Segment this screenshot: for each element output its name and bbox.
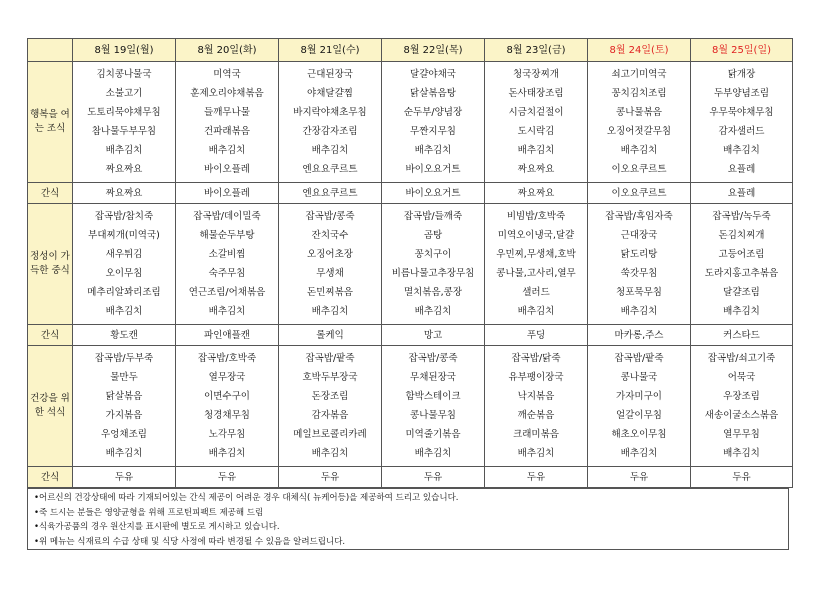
menu-item: 야채달걀찜 bbox=[307, 88, 353, 99]
menu-item: 이면수구이 bbox=[204, 391, 250, 402]
day-header: 8월 19일(월) bbox=[73, 39, 176, 62]
menu-item: 도시락김 bbox=[517, 126, 555, 137]
menu-item: 바이오플레 bbox=[204, 164, 250, 175]
menu-item: 오징어초장 bbox=[307, 249, 353, 260]
snack-label: 간식 bbox=[28, 467, 73, 488]
menu-item: 잡곡밥/팥죽 bbox=[614, 353, 664, 364]
menu-item: 우엉채조림 bbox=[101, 429, 147, 440]
menu-item: 소갈비찜 bbox=[208, 249, 246, 260]
menu-item: 배추김치 bbox=[414, 145, 452, 156]
menu-item: 시금치겉절이 bbox=[508, 107, 564, 118]
menu-item: 새우튀김 bbox=[105, 249, 143, 260]
snack-cell: 황도캔 bbox=[73, 325, 176, 346]
menu-item: 부대찌개(미역국) bbox=[88, 230, 160, 241]
menu-item: 잡곡밥/참치죽 bbox=[94, 211, 154, 222]
menu-item: 가자미구이 bbox=[616, 391, 662, 402]
menu-item: 메추리알꽈리조림 bbox=[87, 287, 161, 298]
dinner-menu-cell bbox=[691, 346, 793, 467]
menu-item: 근대된장국 bbox=[307, 69, 353, 80]
snack-cell: 짜요짜요 bbox=[485, 183, 588, 204]
snack-label: 간식 bbox=[28, 325, 73, 346]
menu-item: 닭도리탕 bbox=[620, 249, 658, 260]
menu-item: 유부팽이장국 bbox=[508, 372, 564, 383]
menu-item: 낙지볶음 bbox=[517, 391, 555, 402]
menu-item: 배추김치 bbox=[723, 448, 760, 459]
menu-item: 열무장국 bbox=[208, 372, 246, 383]
dinner-menu-cell bbox=[588, 346, 691, 467]
menu-item: 잡곡밥/두부죽 bbox=[94, 353, 154, 364]
menu-item: 배추김치 bbox=[517, 306, 555, 317]
snack-cell: 마카롱,주스 bbox=[588, 325, 691, 346]
menu-item: 잡곡밥/데이밀죽 bbox=[193, 211, 261, 222]
menu-item: 쇠고기미역국 bbox=[611, 69, 667, 80]
menu-item: 닭살볶음탕 bbox=[410, 88, 456, 99]
menu-item: 콩나물무침 bbox=[410, 410, 456, 421]
menu-item: 김치콩나물국 bbox=[96, 69, 152, 80]
menu-item: 엔요요쿠르트 bbox=[302, 164, 358, 175]
menu-item: 도라지홍고추볶음 bbox=[704, 268, 779, 279]
menu-item: 곰탕 bbox=[423, 230, 443, 241]
note-line: •식육가공품의 경우 원산지를 표시판에 별도로 게시하고 있습니다. bbox=[34, 522, 280, 532]
menu-item: 배추김치 bbox=[208, 448, 246, 459]
menu-item: 우민찌,무생채,호박 bbox=[496, 249, 576, 260]
menu-item: 미역줄기볶음 bbox=[405, 429, 461, 440]
menu-item: 깨순볶음 bbox=[517, 410, 555, 421]
snack-cell: 망고 bbox=[382, 325, 485, 346]
menu-item: 청국장찌개 bbox=[513, 69, 559, 80]
day-header-weekend: 8월 24일(토) bbox=[588, 39, 691, 62]
menu-item: 잡곡밥/콩죽 bbox=[305, 211, 355, 222]
menu-item: 배추김치 bbox=[517, 448, 555, 459]
menu-item: 함박스테이크 bbox=[405, 391, 461, 402]
menu-item: 가지볶음 bbox=[105, 410, 143, 421]
menu-item: 배추김치 bbox=[517, 145, 555, 156]
menu-item: 배추김치 bbox=[620, 448, 658, 459]
snack-row bbox=[28, 467, 793, 488]
menu-item: 어묵국 bbox=[727, 372, 756, 383]
snack-cell: 두유 bbox=[691, 467, 793, 488]
menu-item: 배추김치 bbox=[414, 306, 452, 317]
menu-item: 크래미볶음 bbox=[513, 429, 559, 440]
menu-item: 건파래볶음 bbox=[204, 126, 250, 137]
dinner-menu-cell bbox=[73, 346, 176, 467]
snack-cell: 두유 bbox=[382, 467, 485, 488]
breakfast-menu-cell bbox=[382, 62, 485, 183]
menu-item: 메일브로콜리카레 bbox=[293, 429, 367, 440]
menu-item: 잡곡밥/팥죽 bbox=[305, 353, 355, 364]
day-header-row bbox=[28, 39, 793, 62]
notes-box bbox=[27, 488, 789, 550]
menu-item: 해초오이무침 bbox=[611, 429, 667, 440]
menu-item: 노각무침 bbox=[208, 429, 246, 440]
menu-item: 미역국 bbox=[213, 69, 241, 80]
menu-item: 무채된장국 bbox=[410, 372, 456, 383]
breakfast-menu-cell bbox=[176, 62, 279, 183]
lunch-label: 정성이 가득한 중식 bbox=[28, 204, 73, 325]
menu-item: 멸치볶음,콩장 bbox=[403, 287, 463, 298]
breakfast-menu-cell bbox=[279, 62, 382, 183]
menu-item: 새송이굴소스볶음 bbox=[704, 410, 779, 421]
menu-item: 달걀야채국 bbox=[410, 69, 456, 80]
note-line: •어르신의 건강상태에 따라 기재되어있는 간식 제공이 어려운 경우 대체식( 뉴케어등)을 제공하여 드리고 있습니다. bbox=[34, 493, 459, 503]
lunch-menu-cell bbox=[279, 204, 382, 325]
menu-item: 배추김치 bbox=[414, 448, 452, 459]
menu-item: 꽁치구이 bbox=[414, 249, 452, 260]
lunch-menu-cell bbox=[691, 204, 793, 325]
snack-cell: 두유 bbox=[176, 467, 279, 488]
lunch-menu-cell bbox=[588, 204, 691, 325]
menu-item: 감자샐러드 bbox=[718, 126, 765, 137]
weekly-menu-table bbox=[27, 38, 793, 488]
menu-item: 꽁치김치조림 bbox=[611, 88, 667, 99]
menu-item: 청포묵무침 bbox=[616, 287, 662, 298]
snack-label: 간식 bbox=[28, 183, 73, 204]
menu-item: 배추김치 bbox=[105, 448, 143, 459]
menu-item: 호박두부장국 bbox=[302, 372, 358, 383]
snack-cell: 두유 bbox=[279, 467, 382, 488]
snack-cell: 요플레 bbox=[691, 183, 793, 204]
lunch-menu-cell bbox=[485, 204, 588, 325]
menu-item: 배추김치 bbox=[208, 306, 246, 317]
day-header-weekend: 8월 25일(일) bbox=[691, 39, 793, 62]
menu-item: 바이오요거트 bbox=[405, 164, 461, 175]
breakfast-menu-cell bbox=[691, 62, 793, 183]
snack-cell: 이오요쿠르트 bbox=[588, 183, 691, 204]
day-header: 8월 22일(목) bbox=[382, 39, 485, 62]
menu-item: 잡곡밥/쇠고기죽 bbox=[707, 353, 776, 364]
menu-item: 배추김치 bbox=[723, 306, 760, 317]
menu-item: 배추김치 bbox=[311, 448, 349, 459]
corner-cell bbox=[28, 39, 73, 62]
menu-item: 배추김치 bbox=[105, 145, 143, 156]
breakfast-menu-cell bbox=[73, 62, 176, 183]
menu-item: 잡곡밥/들깨죽 bbox=[403, 211, 463, 222]
menu-item: 오이무침 bbox=[105, 268, 143, 279]
menu-item: 우무묵야채무침 bbox=[709, 107, 774, 118]
menu-item: 배추김치 bbox=[208, 145, 246, 156]
snack-cell: 두유 bbox=[485, 467, 588, 488]
menu-item: 잡곡밥/닭죽 bbox=[511, 353, 561, 364]
snack-cell: 롤케익 bbox=[279, 325, 382, 346]
dinner-menu-cell bbox=[176, 346, 279, 467]
menu-item: 잡곡밥/녹두죽 bbox=[712, 211, 771, 222]
day-header: 8월 23일(금) bbox=[485, 39, 588, 62]
menu-item: 훈제오리야채볶음 bbox=[190, 88, 264, 99]
menu-item: 청경채무침 bbox=[204, 410, 250, 421]
dinner-menu-cell bbox=[485, 346, 588, 467]
menu-item: 순두부/양념장 bbox=[403, 107, 463, 118]
menu-item: 배추김치 bbox=[105, 306, 143, 317]
snack-row bbox=[28, 325, 793, 346]
menu-item: 돈사태장조림 bbox=[508, 88, 564, 99]
menu-item: 연근조림/어채볶음 bbox=[188, 287, 266, 298]
lunch-menu-cell bbox=[73, 204, 176, 325]
menu-item: 달걀조림 bbox=[723, 287, 760, 298]
menu-item: 닭살볶음 bbox=[105, 391, 143, 402]
dinner-menu-cell bbox=[279, 346, 382, 467]
snack-cell: 두유 bbox=[588, 467, 691, 488]
menu-item: 짜요짜요 bbox=[517, 164, 555, 175]
breakfast-label: 행복을 여는 조식 bbox=[28, 62, 73, 183]
menu-item: 콩나물볶음 bbox=[616, 107, 662, 118]
menu-item: 우장조림 bbox=[723, 391, 760, 402]
menu-item: 배추김치 bbox=[723, 145, 760, 156]
menu-item: 미역오이냉국,달걀 bbox=[497, 230, 575, 241]
menu-item: 비빔밥/호박죽 bbox=[506, 211, 566, 222]
menu-item: 비름나물고추장무침 bbox=[391, 268, 475, 279]
snack-cell: 푸딩 bbox=[485, 325, 588, 346]
menu-item: 배추김치 bbox=[311, 145, 349, 156]
menu-item: 도토리묵야채무침 bbox=[87, 107, 161, 118]
menu-item: 쑥갓무침 bbox=[620, 268, 658, 279]
note-line: •죽 드시는 분들은 영양균형을 위해 프로틴피팩트 제공해 드림 bbox=[34, 507, 264, 518]
menu-item: 참나물두부무침 bbox=[91, 126, 157, 137]
menu-item: 요플레 bbox=[727, 164, 756, 175]
day-header: 8월 20일(화) bbox=[176, 39, 279, 62]
menu-item: 근대장국 bbox=[620, 230, 658, 241]
menu-item: 배추김치 bbox=[620, 306, 658, 317]
menu-item: 간장감자조림 bbox=[302, 126, 358, 137]
menu-item: 감자볶음 bbox=[311, 410, 349, 421]
menu-item: 소불고기 bbox=[105, 88, 143, 99]
breakfast-row bbox=[28, 62, 793, 183]
menu-item: 돈장조림 bbox=[311, 391, 349, 402]
menu-item: 잡곡밥/콩죽 bbox=[408, 353, 458, 364]
menu-item: 콩나물국 bbox=[620, 372, 658, 383]
snack-cell: 커스타드 bbox=[691, 325, 793, 346]
menu-item: 해물순두부탕 bbox=[199, 230, 255, 241]
menu-item: 짜요짜요 bbox=[105, 164, 143, 175]
day-header: 8월 21일(수) bbox=[279, 39, 382, 62]
lunch-row bbox=[28, 204, 793, 325]
menu-item: 숙주무침 bbox=[208, 268, 246, 279]
menu-item: 잔치국수 bbox=[311, 230, 349, 241]
menu-item: 열무무침 bbox=[723, 429, 760, 440]
menu-item: 무짠지무침 bbox=[410, 126, 456, 137]
menu-item: 배추김치 bbox=[311, 306, 349, 317]
snack-cell: 파인애플캔 bbox=[176, 325, 279, 346]
snack-cell: 엔요요쿠르트 bbox=[279, 183, 382, 204]
menu-item: 얼갈이무침 bbox=[616, 410, 662, 421]
menu-item: 두부양념조림 bbox=[713, 88, 770, 99]
breakfast-menu-cell bbox=[588, 62, 691, 183]
menu-item: 이오요쿠르트 bbox=[611, 164, 667, 175]
menu-item: 콩나물,고사리,열무 bbox=[496, 268, 576, 279]
menu-item: 물만두 bbox=[110, 372, 138, 383]
snack-cell: 바이오플레 bbox=[176, 183, 279, 204]
lunch-menu-cell bbox=[382, 204, 485, 325]
menu-item: 바지락야채초무침 bbox=[293, 107, 367, 118]
menu-item: 고등어조림 bbox=[718, 249, 765, 260]
menu-item: 오징어젓갈무침 bbox=[606, 126, 672, 137]
menu-item: 닭개장 bbox=[727, 69, 756, 80]
dinner-menu-cell bbox=[382, 346, 485, 467]
snack-cell: 두유 bbox=[73, 467, 176, 488]
snack-row bbox=[28, 183, 793, 204]
menu-item: 잡곡밥/호박죽 bbox=[197, 353, 257, 364]
dinner-row bbox=[28, 346, 793, 467]
lunch-menu-cell bbox=[176, 204, 279, 325]
menu-item: 잡곡밥/흑임자죽 bbox=[605, 211, 673, 222]
menu-item: 배추김치 bbox=[620, 145, 658, 156]
breakfast-menu-cell bbox=[485, 62, 588, 183]
menu-item: 무생채 bbox=[316, 268, 344, 279]
menu-item: 돈김치찌개 bbox=[718, 230, 765, 241]
note-line: •위 메뉴는 식재료의 수급 상태 및 식당 사정에 따라 변경될 수 있음을 알려드립니다. bbox=[34, 536, 346, 547]
snack-cell: 바이오요거트 bbox=[382, 183, 485, 204]
menu-item: 들깨무나물 bbox=[204, 107, 250, 118]
snack-cell: 짜요짜요 bbox=[73, 183, 176, 204]
dinner-label: 건강을 위한 석식 bbox=[28, 346, 73, 467]
menu-item: 돈민찌볶음 bbox=[307, 287, 353, 298]
menu-item: 샐러드 bbox=[522, 287, 550, 298]
